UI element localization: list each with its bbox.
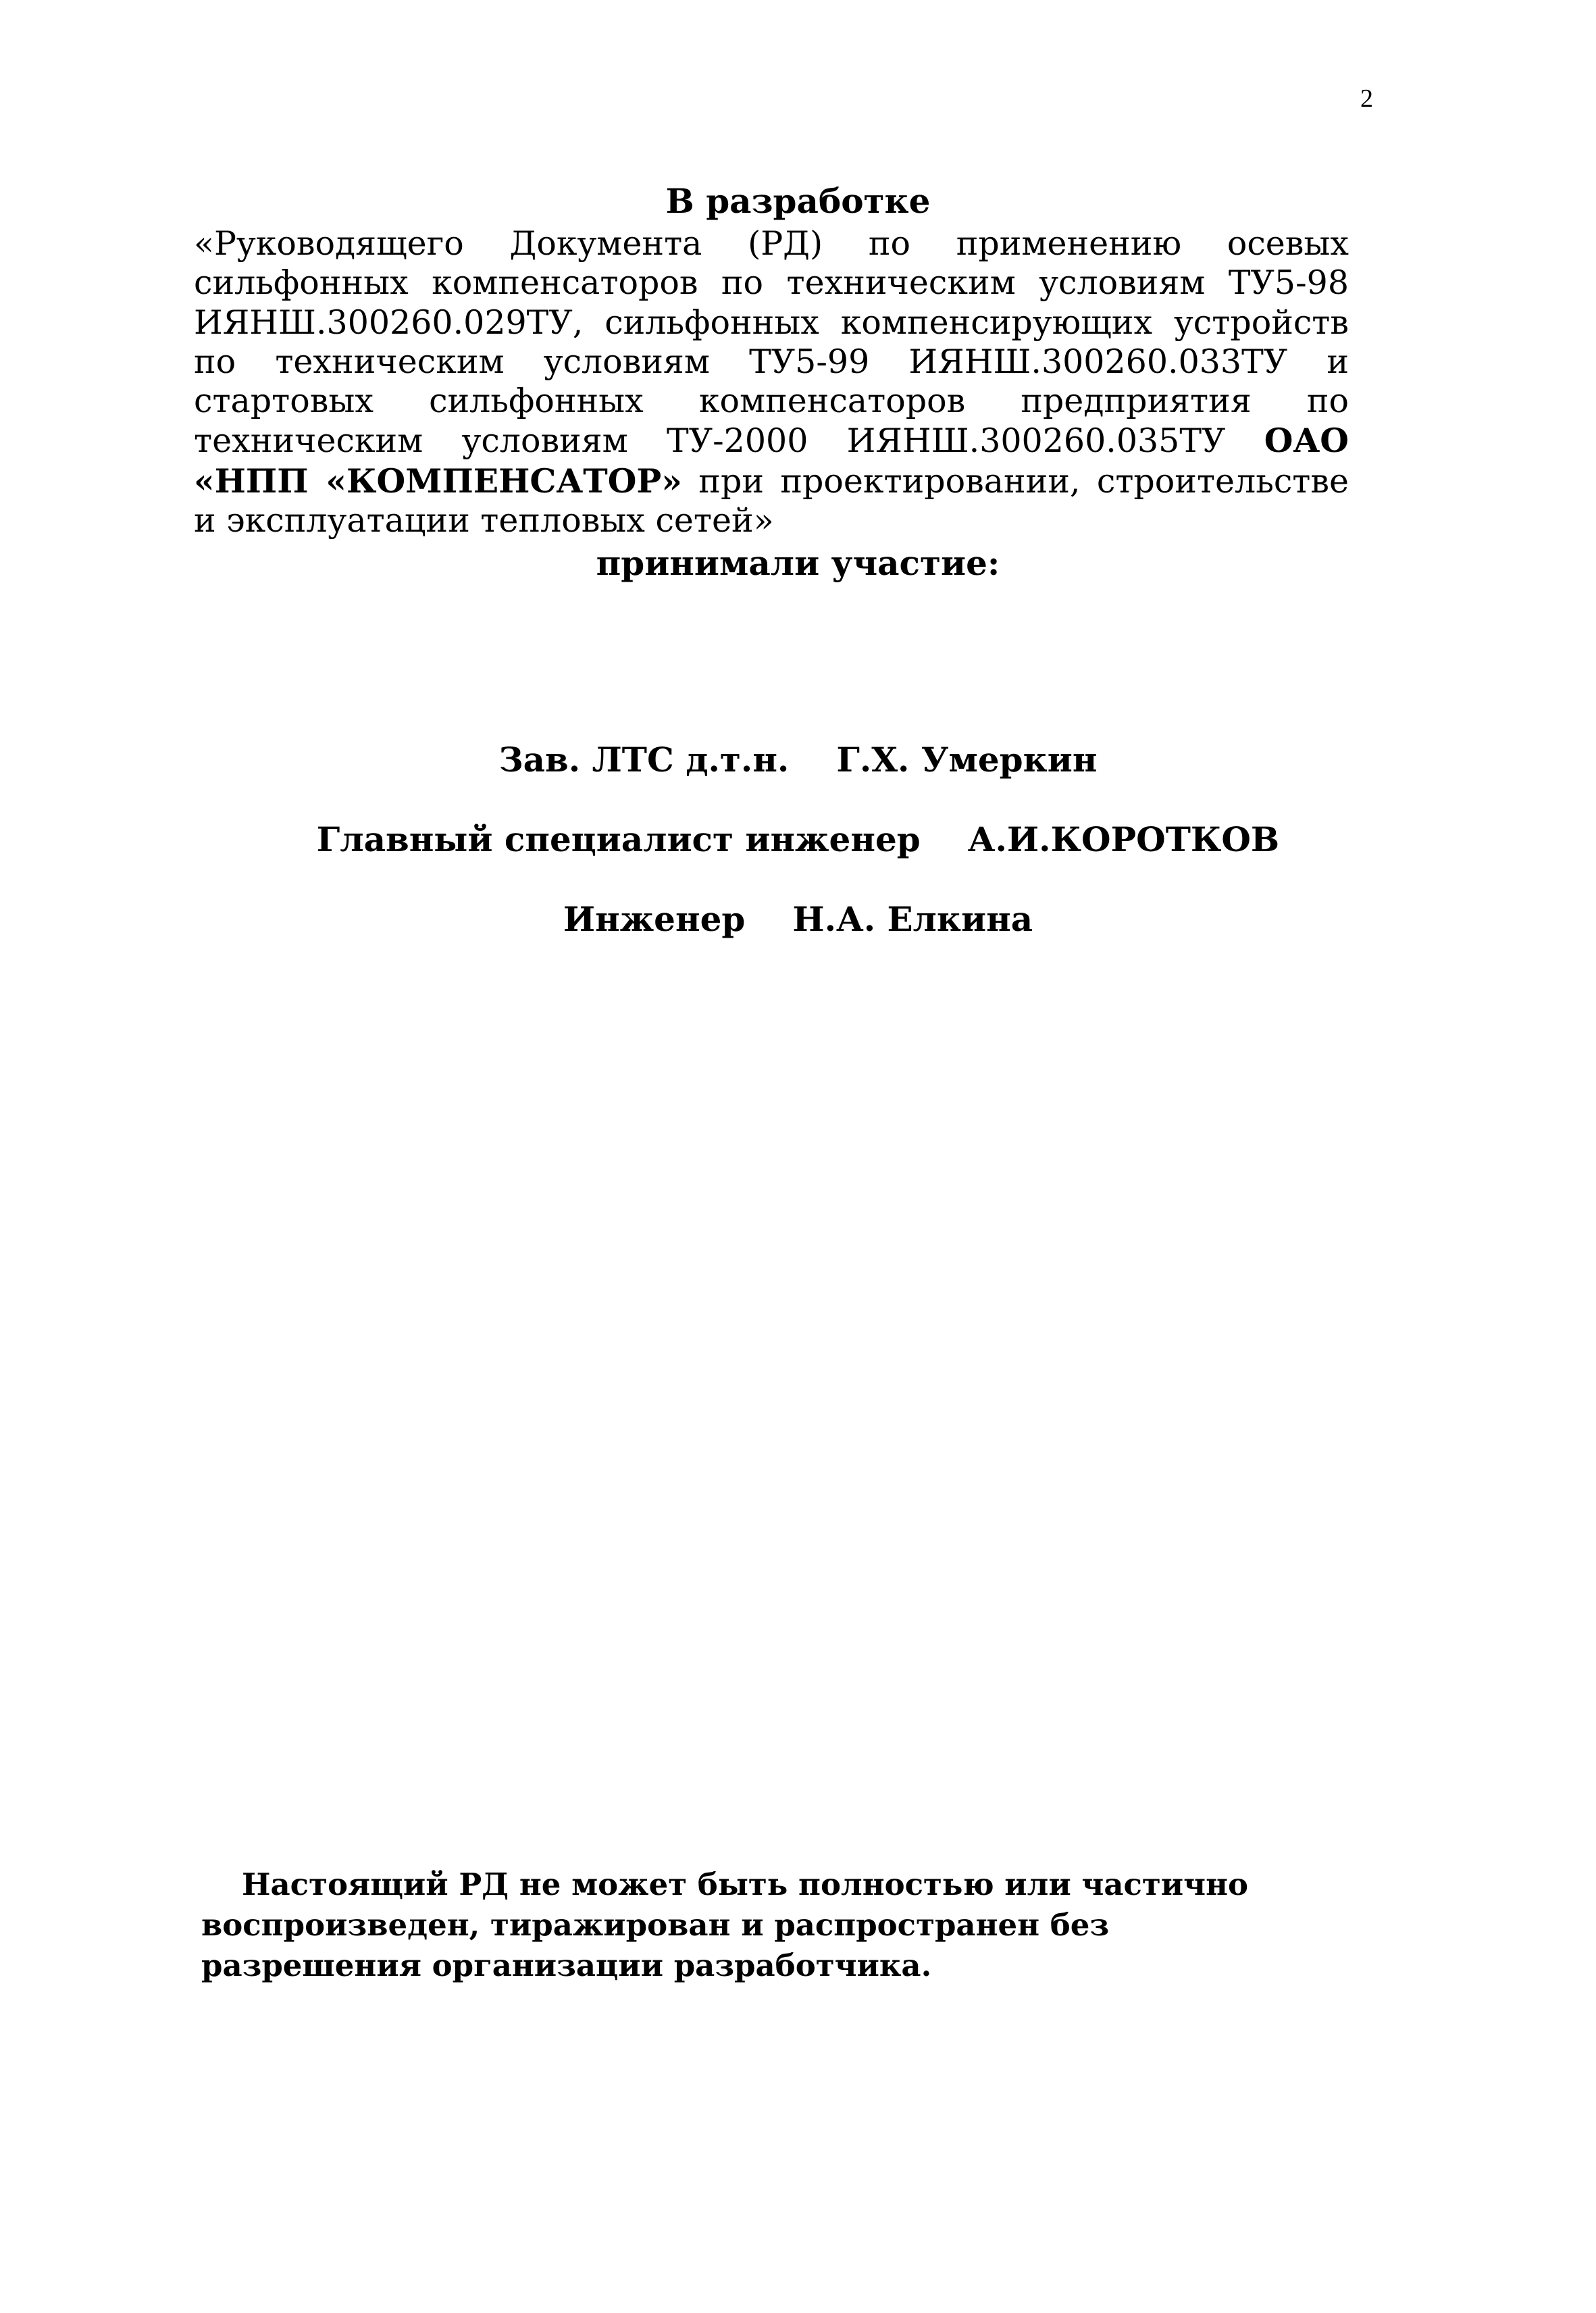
intro-company: ОАО «НПП «КОМПЕНСАТОР» — [194, 421, 1349, 501]
page-number: 2 — [1360, 84, 1373, 113]
intro-text-main: «Руководящего Документа (РД) по применению осевых сильфонных компенсаторов по техническим условиям ТУ5-98 ИЯНШ.300260.029ТУ, сильфонных компенсирующих устройств по техническим условиям ТУ5-99 ИЯНШ.300260.033ТУ и стартовых сильфонных компенсаторов предприятия по техническим условиям ТУ-2000 ИЯНШ.300260.035ТУ — [194, 224, 1349, 461]
copyright-notice: Настоящий РД не может быть полностью или частично воспроизведен, тиражирован и распространен без разрешения организации разработчика. — [201, 1866, 1249, 1983]
member-position: Главный специалист инженер — [316, 819, 921, 859]
member-name: А.И.КОРОТКОВ — [967, 819, 1280, 859]
intro-paragraph — [194, 224, 1349, 540]
intro-text-tail: при проектировании, строительстве и эксплуатации тепловых сетей» — [194, 461, 1349, 540]
member-row — [0, 736, 1596, 784]
member-name: Г.Х. Умеркин — [836, 740, 1098, 780]
member-name: Н.А. Елкина — [792, 899, 1033, 939]
member-row — [0, 816, 1596, 863]
member-position: Инженер — [563, 899, 746, 939]
heading: В разработке — [665, 181, 931, 221]
participated-label: принимали участие: — [596, 543, 1000, 583]
member-position: Зав. ЛТС д.т.н. — [498, 740, 790, 780]
member-row — [0, 896, 1596, 943]
